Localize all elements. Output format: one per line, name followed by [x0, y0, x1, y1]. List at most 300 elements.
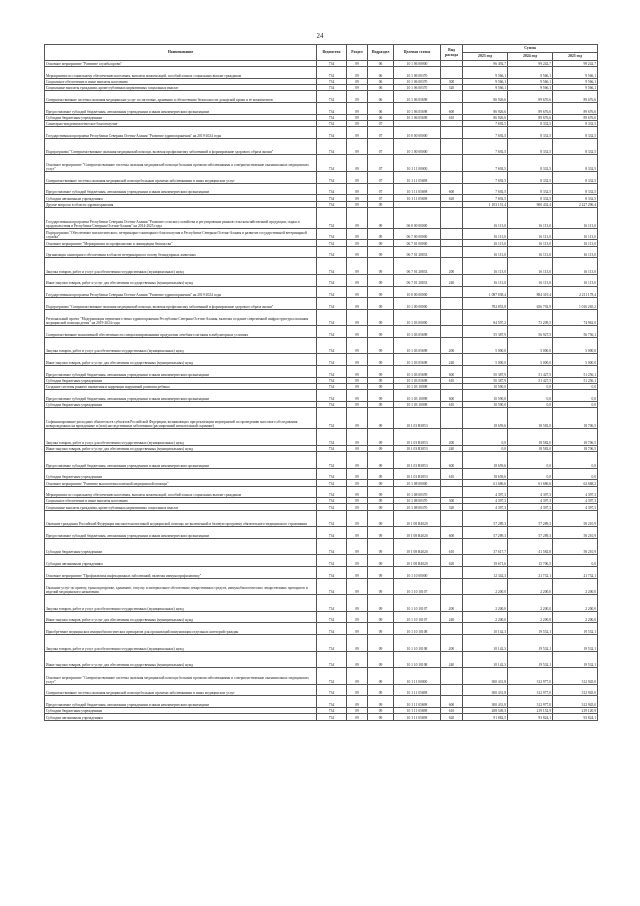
row-target: 10 1 03 05698 [394, 377, 441, 383]
row-sum-2025: 74 962,0 [553, 309, 598, 326]
row-name: Социальное обеспечение и иные выплаты населению [45, 78, 317, 84]
row-ministry: 734 [317, 228, 347, 240]
row-section: 09 [347, 377, 368, 383]
row-sum-2024: 16 113,0 [508, 228, 553, 240]
row-sum-2025: 4 397,3 [553, 498, 598, 504]
row-section: 09 [347, 401, 368, 407]
row-target: 10 1 06 00000 [394, 61, 441, 67]
row-name: Иные закупки товаров, работ и услуг для обеспечения государственных (муниципальных) нужд [45, 445, 317, 451]
budget-table [44, 44, 598, 721]
row-subsection: 09 [368, 708, 394, 714]
row-sum-2023: 4 397,3 [463, 504, 508, 510]
row-name: Государственная программа Республики Северная Осетия-Алания "Развитие здравоохранения" на 2019-2024 годы [45, 286, 317, 298]
row-sum-2023: 16 113,0 [463, 258, 508, 275]
row-sum-2023: 9 566,1 [463, 67, 508, 79]
row-ministry: 734 [317, 567, 347, 579]
row-section: 09 [347, 228, 368, 240]
row-target: 10 1 11 05698 [394, 183, 441, 195]
row-section: 09 [347, 623, 368, 635]
row-subsection: 09 [368, 298, 394, 310]
row-exp-type [441, 91, 463, 103]
table-row [45, 611, 598, 623]
row-sum-2024: 8 332,5 [508, 127, 553, 139]
table-row [45, 298, 598, 310]
row-sum-2024: 61 686,6 [508, 480, 553, 486]
row-exp-type [441, 623, 463, 635]
row-target: 10 1 03 10098 [394, 383, 441, 389]
row-ministry: 734 [317, 172, 347, 184]
row-subsection: 09 [368, 595, 394, 612]
header-year-2023: 2023 год [463, 53, 508, 61]
row-sum-2023: 2 200,0 [463, 578, 508, 595]
row-sum-2023: 55 387,9 [463, 326, 508, 338]
row-ministry: 734 [317, 201, 347, 207]
row-sum-2023: 7 692,5 [463, 183, 508, 195]
table-row [45, 714, 598, 720]
row-subsection: 09 [368, 401, 394, 407]
row-section: 09 [347, 408, 368, 429]
row-subsection: 09 [368, 567, 394, 579]
table-row [45, 228, 598, 240]
row-sum-2023: 5 000,0 [463, 337, 508, 354]
row-sum-2023: 7 692,5 [463, 155, 508, 172]
row-target: 10 1 03 00000 [394, 309, 441, 326]
row-section: 09 [347, 195, 368, 201]
row-sum-2025: 219 120,9 [553, 708, 598, 714]
row-section: 09 [347, 635, 368, 652]
row-name: Иные закупки товаров, работ и услуг для обеспечения государственных (муниципальных) нужд [45, 651, 317, 668]
row-sum-2025: 18 706,5 [553, 429, 598, 446]
page-number: 24 [316, 32, 324, 40]
row-name: Закупка товаров, работ и услуг для обеспечения государственных (муниципальных) нужд [45, 258, 317, 275]
table-row [45, 390, 598, 402]
row-sum-2025: 8 332,5 [553, 183, 598, 195]
row-target: 10 1 08 R4020 [394, 538, 441, 555]
row-section: 09 [347, 684, 368, 696]
table-row [45, 668, 598, 685]
row-target: 10 1 08 00370 [394, 498, 441, 504]
row-exp-type [441, 578, 463, 595]
row-sum-2025: 18 706,5 [553, 408, 598, 429]
row-section: 09 [347, 486, 368, 498]
row-exp-type: 620 [441, 195, 463, 201]
row-sum-2025: 8 332,5 [553, 127, 598, 139]
row-name: Закупка товаров, работ и услуг для обеспечения государственных (муниципальных) нужд [45, 337, 317, 354]
row-exp-type: 600 [441, 390, 463, 402]
row-sum-2023: 1 087 038,4 [463, 286, 508, 298]
row-ministry: 734 [317, 366, 347, 378]
row-target: 10 1 00 00000 [394, 298, 441, 310]
row-sum-2025: 93 824,1 [553, 714, 598, 720]
row-exp-type: 610 [441, 468, 463, 480]
row-subsection: 09 [368, 611, 394, 623]
row-sum-2024: 93 824,1 [508, 714, 553, 720]
row-name: Оказание гражданам Российской Федерации высокотехнологичной медицинской помощи, не включенной в базовую программу обязательного медицинского страхования [45, 510, 317, 527]
row-exp-type: 610 [441, 401, 463, 407]
row-sum-2024: 8 332,5 [508, 155, 553, 172]
row-subsection: 07 [368, 172, 394, 184]
row-sum-2024: 312 977,0 [508, 668, 553, 685]
row-exp-type: 240 [441, 354, 463, 366]
row-sum-2023: 16 113,0 [463, 274, 508, 286]
row-ministry: 734 [317, 714, 347, 720]
row-name: Социальные выплаты гражданам, кроме публичных нормативных социальных выплат [45, 85, 317, 91]
table-row [45, 684, 598, 696]
row-target: 10 1 10 10108 [394, 623, 441, 635]
table-row [45, 172, 598, 184]
row-section: 09 [347, 138, 368, 155]
row-sum-2023: 18 659,6 [463, 408, 508, 429]
row-target: 10 1 03 05698 [394, 337, 441, 354]
row-name: Мероприятия по социальному обеспечению населения, выплаты компенсаций, пособий и иных социальных выплат гражданам [45, 486, 317, 498]
row-target: 10 1 11 05698 [394, 714, 441, 720]
row-sum-2023: 1 103 151,4 [463, 201, 508, 207]
row-subsection: 09 [368, 274, 394, 286]
row-target: 10 1 03 R3853 [394, 452, 441, 469]
row-ministry: 734 [317, 67, 347, 79]
header-year-2024: 2024 год [508, 53, 553, 61]
row-section: 09 [347, 309, 368, 326]
row-sum-2025: 2 211 178,4 [553, 286, 598, 298]
row-section: 09 [347, 91, 368, 103]
row-subsection: 09 [368, 408, 394, 429]
row-name: Социальные выплаты гражданам, кроме публичных нормативных социальных выплат [45, 504, 317, 510]
row-sum-2024: 19 532,1 [508, 623, 553, 635]
row-target: 10 1 08 00000 [394, 480, 441, 486]
table-row [45, 67, 598, 79]
row-subsection: 07 [368, 195, 394, 201]
row-exp-type: 320 [441, 85, 463, 91]
row-sum-2023: 300 431,8 [463, 696, 508, 708]
row-ministry: 734 [317, 337, 347, 354]
row-sum-2023: 50 387,9 [463, 377, 508, 383]
row-ministry: 734 [317, 274, 347, 286]
table-row [45, 258, 598, 275]
row-section: 09 [347, 274, 368, 286]
row-subsection: 09 [368, 286, 394, 298]
row-exp-type: 240 [441, 611, 463, 623]
row-subsection: 06 [368, 85, 394, 91]
row-exp-type [441, 172, 463, 184]
row-sum-2023: 782 853,8 [463, 298, 508, 310]
row-sum-2023: 300 431,8 [463, 668, 508, 685]
row-sum-2023: 37 617,7 [463, 538, 508, 555]
row-name: Подпрограмма "Обеспечение эпизоотического, ветеринарно-санитарного благополучия в Республике Северная Осетия-Алания и развитие государственной ветеринарной службы" [45, 228, 317, 240]
row-exp-type: 200 [441, 258, 463, 275]
row-exp-type [441, 510, 463, 527]
row-exp-type [441, 228, 463, 240]
row-exp-type: 600 [441, 452, 463, 469]
row-section: 09 [347, 696, 368, 708]
row-sum-2023: 0,0 [463, 445, 508, 451]
row-ministry: 734 [317, 684, 347, 696]
row-section: 09 [347, 527, 368, 539]
row-exp-type: 240 [441, 445, 463, 451]
table-row [45, 555, 598, 567]
row-target: 10 1 11 00000 [394, 155, 441, 172]
row-ministry: 734 [317, 578, 347, 595]
row-sum-2023: 7 692,5 [463, 120, 508, 126]
row-name: Подпрограмма "Совершенствование оказания медицинской помощи, включая профилактику заболеваний и формирование здорового образа жизни" [45, 298, 317, 310]
row-sum-2025: 0,0 [553, 452, 598, 469]
row-exp-type [441, 286, 463, 298]
row-subsection: 09 [368, 486, 394, 498]
row-name: Иные закупки товаров, работ и услуг для обеспечения государственных (муниципальных) нужд [45, 354, 317, 366]
row-sum-2024: 8 332,5 [508, 120, 553, 126]
row-section: 09 [347, 114, 368, 120]
row-sum-2025: 51 256,1 [553, 377, 598, 383]
row-subsection: 09 [368, 635, 394, 652]
row-sum-2025: 8 332,5 [553, 172, 598, 184]
row-target: 10 1 03 R3853 [394, 429, 441, 446]
row-sum-2024: 8 332,5 [508, 195, 553, 201]
row-ministry: 734 [317, 401, 347, 407]
row-exp-type [441, 155, 463, 172]
table-row [45, 326, 598, 338]
header-ministry: Ведомство [317, 45, 347, 61]
row-name: Основное мероприятие "Развитие службы крови" [45, 61, 317, 67]
row-name: Основное мероприятие "Совершенствование системы оказания медицинской помощи больным прочими заболеваниями и совершенствование оказания иных медицинских услуг" [45, 668, 317, 685]
row-section: 09 [347, 155, 368, 172]
row-sum-2023: 7 692,5 [463, 172, 508, 184]
row-sum-2025: 0,0 [553, 383, 598, 389]
row-sum-2025: 0,0 [553, 401, 598, 407]
row-name: Другие вопросы в области здравоохранения [45, 201, 317, 207]
row-sum-2024: 312 977,0 [508, 696, 553, 708]
row-section: 09 [347, 172, 368, 184]
row-sum-2023: 86 926,6 [463, 114, 508, 120]
row-exp-type: 610 [441, 538, 463, 555]
row-sum-2023: 7 692,5 [463, 195, 508, 201]
row-ministry: 734 [317, 445, 347, 451]
row-target: 10 1 06 00370 [394, 85, 441, 91]
row-sum-2024: 0,0 [508, 452, 553, 469]
row-section: 09 [347, 298, 368, 310]
row-sum-2023: 208 549,3 [463, 708, 508, 714]
row-exp-type: 620 [441, 555, 463, 567]
row-sum-2024: 99 242,7 [508, 61, 553, 67]
row-sum-2023: 0,0 [463, 429, 508, 446]
row-ministry: 734 [317, 195, 347, 201]
row-target: 10 1 03 R3853 [394, 468, 441, 480]
row-section: 09 [347, 207, 368, 228]
row-section: 09 [347, 498, 368, 504]
table-row [45, 103, 598, 115]
row-sum-2023: 7 692,5 [463, 138, 508, 155]
row-subsection: 09 [368, 354, 394, 366]
row-subsection: 09 [368, 258, 394, 275]
row-name: Санитарно-эпидемиологическое благополучие [45, 120, 317, 126]
row-sum-2024: 73 209,5 [508, 309, 553, 326]
row-name: Предоставление субсидий бюджетным, автономным учреждениям и иным некоммерческим организациям [45, 366, 317, 378]
table-row [45, 623, 598, 635]
row-name: Софинансирование расходных обязательств субъектов Российской Федерации, возникающих при реализации мероприятий по проведению массового обследования новорожденных на врожденные и (или) наследственные заболевания (расширенный неонатальный скрининг) [45, 408, 317, 429]
table-row [45, 635, 598, 652]
row-subsection: 09 [368, 555, 394, 567]
row-sum-2025: 8 332,5 [553, 195, 598, 201]
table-row [45, 207, 598, 228]
row-name: Подпрограмма "Совершенствование оказания медицинской помощи, включая профилактику заболеваний и формирование здорового образа жизни" [45, 138, 317, 155]
row-ministry: 734 [317, 155, 347, 172]
table-row [45, 91, 598, 103]
row-ministry: 734 [317, 538, 347, 555]
row-section: 09 [347, 611, 368, 623]
header-year-2025: 2025 год [553, 53, 598, 61]
row-exp-type: 600 [441, 103, 463, 115]
row-exp-type: 300 [441, 78, 463, 84]
row-sum-2025: 16 113,0 [553, 240, 598, 246]
row-name: Субсидии автономным учреждениям [45, 555, 317, 567]
row-ministry: 734 [317, 486, 347, 498]
row-section: 09 [347, 103, 368, 115]
row-exp-type [441, 309, 463, 326]
row-section: 09 [347, 510, 368, 527]
row-target: 06 7 01 20833 [394, 246, 441, 258]
row-sum-2024: 2 200,0 [508, 611, 553, 623]
row-sum-2024: 2 200,0 [508, 595, 553, 612]
row-ministry: 734 [317, 390, 347, 402]
row-exp-type [441, 127, 463, 139]
table-row [45, 274, 598, 286]
row-section: 09 [347, 67, 368, 79]
row-name: Совершенствование экономичной обеспеченности специализированными продуктами лечебного питания в амбулаторных условиях [45, 326, 317, 338]
row-section: 09 [347, 538, 368, 555]
row-sum-2024: 16 113,0 [508, 207, 553, 228]
row-exp-type [441, 684, 463, 696]
row-exp-type: 200 [441, 337, 463, 354]
row-target: 06 7 00 00000 [394, 228, 441, 240]
row-name: Приобретение медицинских иммунобиологических препаратов для организаций иммунизации отдельных категорий граждан [45, 623, 317, 635]
row-section: 09 [347, 595, 368, 612]
row-subsection: 07 [368, 138, 394, 155]
row-subsection: 09 [368, 201, 394, 207]
row-ministry: 734 [317, 668, 347, 685]
row-subsection: 09 [368, 240, 394, 246]
row-ministry: 734 [317, 309, 347, 326]
row-subsection: 09 [368, 696, 394, 708]
row-sum-2023: 18 659,6 [463, 468, 508, 480]
row-sum-2024: 219 152,9 [508, 708, 553, 714]
row-sum-2024: 9 566,1 [508, 85, 553, 91]
row-sum-2024: 19 532,1 [508, 635, 553, 652]
row-name: Совершенствование системы оказания медицинской помощи больным прочими заболеваниями и иных медицинских услуг [45, 172, 317, 184]
row-sum-2025: 58 210,9 [553, 510, 598, 527]
row-sum-2025: 19 532,1 [553, 635, 598, 652]
row-section: 09 [347, 452, 368, 469]
table-row [45, 246, 598, 258]
row-name: Предоставление субсидий бюджетным, автономным учреждениям и иным некоммерческим организациям [45, 183, 317, 195]
row-section: 09 [347, 668, 368, 685]
row-sum-2023: 19 671,6 [463, 555, 508, 567]
row-target: 10 1 11 05698 [394, 696, 441, 708]
row-target: 10 1 10 10108 [394, 651, 441, 668]
row-subsection: 09 [368, 623, 394, 635]
row-exp-type: 320 [441, 504, 463, 510]
row-sum-2025: 19 532,1 [553, 651, 598, 668]
row-exp-type [441, 668, 463, 685]
row-name: Создание системы раннего выявления и коррекции нарушений развития ребенка [45, 383, 317, 389]
row-ministry: 734 [317, 555, 347, 567]
row-section: 09 [347, 127, 368, 139]
row-ministry: 734 [317, 377, 347, 383]
row-ministry: 734 [317, 286, 347, 298]
row-name: Субсидии бюджетным учреждениям [45, 377, 317, 383]
row-subsection: 09 [368, 366, 394, 378]
row-sum-2025: 99 242,7 [553, 61, 598, 67]
table-row [45, 155, 598, 172]
row-sum-2025: 0,0 [553, 555, 598, 567]
row-section: 09 [347, 390, 368, 402]
row-ministry: 734 [317, 504, 347, 510]
row-name: Субсидии бюджетным учреждениям [45, 538, 317, 555]
table-row [45, 183, 598, 195]
row-ministry: 734 [317, 246, 347, 258]
row-subsection: 09 [368, 578, 394, 595]
row-sum-2025: 312 945,0 [553, 684, 598, 696]
row-subsection: 09 [368, 309, 394, 326]
row-ministry: 734 [317, 298, 347, 310]
row-section: 09 [347, 567, 368, 579]
row-name: Совершенствование системы оказания медицинских услуг по заготовке, хранению и обеспечению безопасности донорской крови и ее компонентов [45, 91, 317, 103]
row-target: 10 1 06 00370 [394, 78, 441, 84]
row-sum-2025: 51 256,1 [553, 366, 598, 378]
row-name: Предоставление субсидий бюджетным, автономным учреждениям и иным некоммерческим организациям [45, 696, 317, 708]
row-sum-2024: 4 397,3 [508, 498, 553, 504]
row-target: 10 1 11 05698 [394, 195, 441, 201]
table-row [45, 651, 598, 668]
row-sum-2025: 19 532,1 [553, 623, 598, 635]
row-sum-2025: 89 676,6 [553, 103, 598, 115]
row-subsection: 09 [368, 668, 394, 685]
row-section: 09 [347, 714, 368, 720]
row-subsection: 09 [368, 207, 394, 228]
row-name: Основное мероприятие "Развитие высокотехнологичной медицинской помощи" [45, 480, 317, 486]
row-sum-2024: 56 927,5 [508, 326, 553, 338]
row-sum-2024: 16 113,0 [508, 246, 553, 258]
row-name: Региональный проект "Модернизация первичного звена здравоохранения Республики Северная Осетия-Алания, включая создание современной инфраструктуры оказания медицинской помощи детям" на 2019-2024 годы [45, 309, 317, 326]
row-sum-2024: 900 432,4 [508, 201, 553, 207]
row-sum-2023: 10 142,3 [463, 651, 508, 668]
row-sum-2025: 2 200,0 [553, 595, 598, 612]
row-target: 06 0 00 00000 [394, 207, 441, 228]
row-name: Социальное обеспечение и иные выплаты населению [45, 498, 317, 504]
row-sum-2024: 0,0 [508, 390, 553, 402]
row-sum-2025: 0,0 [553, 468, 598, 480]
row-name: Основное мероприятие "Мероприятия по профилактике и ликвидации бешенства" [45, 240, 317, 246]
row-sum-2023: 10 590,0 [463, 401, 508, 407]
row-sum-2024: 312 977,0 [508, 684, 553, 696]
row-sum-2023: 86 926,6 [463, 103, 508, 115]
row-sum-2023: 5 000,0 [463, 354, 508, 366]
row-target: 10 0 00 00000 [394, 127, 441, 139]
row-sum-2024: 89 676,6 [508, 114, 553, 120]
table-row [45, 468, 598, 480]
row-section: 09 [347, 240, 368, 246]
row-subsection: 06 [368, 114, 394, 120]
row-subsection: 09 [368, 651, 394, 668]
row-subsection: 09 [368, 228, 394, 240]
row-sum-2025: 5 000,0 [553, 354, 598, 366]
row-target: 10 1 11 00000 [394, 668, 441, 685]
row-sum-2025: 2 200,0 [553, 611, 598, 623]
row-sum-2024: 18 582,0 [508, 408, 553, 429]
row-sum-2023: 9 566,1 [463, 85, 508, 91]
row-sum-2024: 0,0 [508, 383, 553, 389]
row-target: 10 1 10 10108 [394, 635, 441, 652]
row-name: Предоставление субсидий бюджетным, автономным учреждениям и иным некоммерческим организациям [45, 103, 317, 115]
row-exp-type: 610 [441, 708, 463, 714]
row-target: 10 1 10 10107 [394, 595, 441, 612]
